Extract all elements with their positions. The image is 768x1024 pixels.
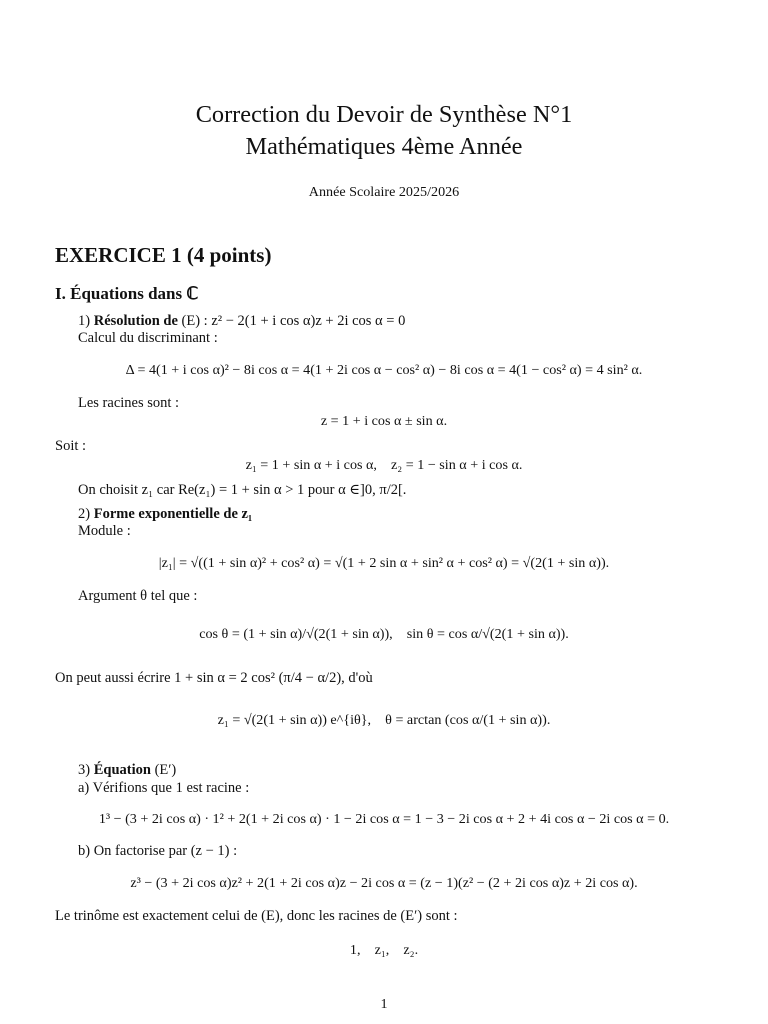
document-title: Correction du Devoir de Synthèse N°1 xyxy=(195,101,573,128)
discriminant-formula: Δ = 4(1 + i cos α)² − 8i cos α = 4(1 + 2i cos α − cos² α) − 8i cos α = 4(1 − cos² α) = 4 sin² α. xyxy=(125,362,643,378)
part1-label: Résolution de xyxy=(93,313,178,329)
part3a-calc: 1³ − (3 + 2i cos α) · 1² + 2(1 + 2i cos α) · 1 − 2i cos α = 1 − 3 − 2i cos α + 2 + 4i cos α − 2i cos α = 0. xyxy=(98,811,670,827)
discriminant-intro: Calcul du discriminant : xyxy=(78,330,218,346)
exercise-heading: EXERCICE 1 (4 points) xyxy=(55,243,272,267)
soit-text: Soit : xyxy=(55,438,87,454)
part2-number: 2) xyxy=(78,506,91,522)
part3-label: Équation xyxy=(93,762,151,778)
part3-number: 3) xyxy=(78,762,91,778)
part1-title xyxy=(78,313,405,330)
z1-z2-formula: z₁ = 1 + sin α + i cos α, z₂ = 1 − sin α + i cos α. xyxy=(245,457,523,473)
school-year: Année Scolaire 2025/2026 xyxy=(308,184,460,200)
argument-intro: Argument θ tel que : xyxy=(78,588,198,604)
part3b-calc: z³ − (3 + 2i cos α)z² + 2(1 + 2i cos α)z − 2i cos α = (z − 1)(z² − (2 + 2i cos α)z + 2i cos α). xyxy=(130,875,638,891)
document-subtitle: Mathématiques 4ème Année xyxy=(245,133,523,160)
part3b-intro: b) On factorise par (z − 1) : xyxy=(78,843,238,859)
exponential-formula: z₁ = √(2(1 + sin α)) e^{iθ}, θ = arctan (cos α/(1 + sin α)). xyxy=(217,712,551,728)
argument-formula: cos θ = (1 + sin α)/√(2(1 + sin α)), sin θ = cos α/√(2(1 + sin α)). xyxy=(199,626,569,642)
part3a-intro: a) Vérifions que 1 est racine : xyxy=(78,780,250,796)
module-intro: Module : xyxy=(78,523,131,539)
page-number: 1 xyxy=(380,996,388,1012)
module-formula: |z₁| = √((1 + sin α)² + cos² α) = √(1 + 2 sin α + sin² α + cos² α) = √(2(1 + sin α)). xyxy=(158,555,610,571)
roots-formula: z = 1 + i cos α ± sin α. xyxy=(320,413,448,429)
part1-equation: (E) : z² − 2(1 + i cos α)z + 2i cos α = 0 xyxy=(181,313,406,329)
part2-title xyxy=(78,506,252,523)
rewrite-text: On peut aussi écrire 1 + sin α = 2 cos² (π/4 − α/2), d'où xyxy=(55,670,373,686)
part1-number: 1) xyxy=(78,313,91,329)
conclusion-text: Le trinôme est exactement celui de (E), donc les racines de (E′) sont : xyxy=(55,908,458,924)
roots-intro: Les racines sont : xyxy=(78,395,180,411)
part3-title xyxy=(78,762,176,779)
choice-text: On choisit z₁ car Re(z₁) = 1 + sin α > 1 pour α ∈]0, π/2[. xyxy=(78,482,407,498)
part2-label: Forme exponentielle de z₁ xyxy=(93,506,253,522)
part3-eq-name: (E′) xyxy=(154,762,177,778)
final-roots: 1, z₁, z₂. xyxy=(349,942,419,958)
section-heading: I. Équations dans ℂ xyxy=(55,284,199,303)
